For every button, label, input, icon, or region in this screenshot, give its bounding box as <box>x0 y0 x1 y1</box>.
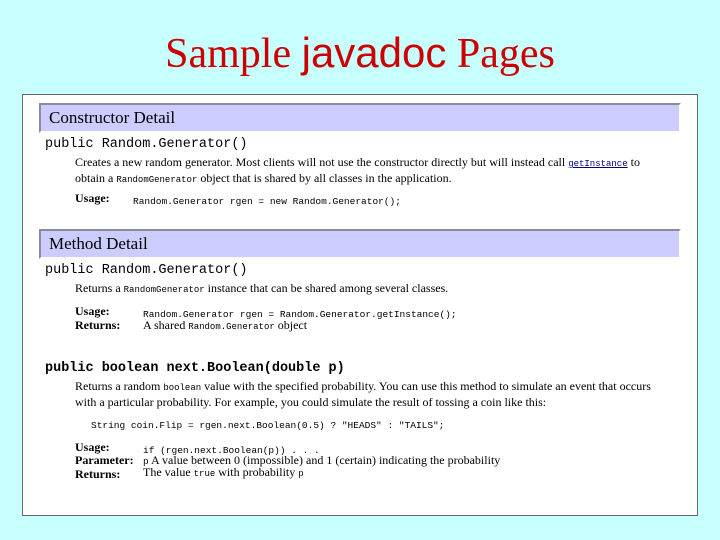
constructor-usage-code-text: Random.Generator rgen = new Random.Generator(); <box>133 196 401 207</box>
title-part3: Pages <box>446 31 555 77</box>
method2-returns-label: Returns: <box>75 467 121 481</box>
method2-desc-text2: value with the specified probability. You can use this method to simulate an event that occurs <box>201 379 651 393</box>
constructor-signature: public Random.Generator() <box>45 137 248 152</box>
title-part2: javadoc <box>301 29 447 76</box>
method1-description <box>75 281 675 297</box>
method1-desc-code: RandomGenerator <box>123 285 205 295</box>
method1-signature: public Random.Generator() <box>45 263 248 278</box>
method2-desc-code: boolean <box>163 383 202 393</box>
page-title <box>0 28 720 79</box>
method2-example <box>91 417 444 433</box>
method2-desc-text: Returns a random <box>75 379 164 393</box>
method2-returns-text2: with probability <box>215 465 299 479</box>
method2-parameter-code: p <box>143 456 149 467</box>
constructor-desc-text: Creates a new random generator. Most clients will not use the constructor directly but will instead call <box>75 155 569 169</box>
method2-desc-text3: with a particular probability. For example, you could simulate the result of tossing a coin like this: <box>75 395 547 409</box>
constructor-detail-header: Constructor Detail <box>39 103 681 133</box>
method1-returns-code: Random.Generator <box>188 322 275 332</box>
method1-usage-code-text: Random.Generator rgen = Random.Generator.getInstance(); <box>143 309 457 320</box>
constructor-desc-text4: object that is shared by all classes in the application. <box>197 171 452 185</box>
method2-usage-label: Usage: <box>75 440 110 454</box>
constructor-desc-text3: obtain a <box>75 171 117 185</box>
method2-returns-code2: p <box>298 469 304 479</box>
method-detail-header: Method Detail <box>39 229 681 259</box>
method2-usage-code-text: if (rgen.next.Boolean(p)) . . . <box>143 445 320 456</box>
method2-returns-text: The value <box>143 465 194 479</box>
javadoc-panel <box>22 94 698 516</box>
method2-example-code: String coin.Flip = rgen.next.Boolean(0.5) ? "HEADS" : "TAILS"; <box>91 420 445 431</box>
constructor-usage-label: Usage: <box>75 191 110 205</box>
method2-description <box>75 379 685 409</box>
getinstance-link[interactable]: getInstance <box>568 159 628 169</box>
method2-parameter-text: A value between 0 (impossible) and 1 (certain) indicating the probability <box>148 453 501 467</box>
title-part1: Sample <box>165 31 302 77</box>
constructor-desc-code: RandomGenerator <box>116 175 198 185</box>
method1-returns-text: A shared <box>143 318 189 332</box>
method2-signature: public boolean next.Boolean(double p) <box>45 361 345 376</box>
method1-returns-text2: object <box>274 318 308 332</box>
method1-desc-text: Returns a <box>75 281 124 295</box>
method1-returns-label: Returns: <box>75 318 121 332</box>
method2-parameter-label: Parameter: <box>75 453 134 467</box>
method1-returns-value <box>143 318 307 334</box>
constructor-description <box>75 155 675 187</box>
constructor-desc-text2: to <box>627 155 640 169</box>
method2-returns-value <box>143 465 304 481</box>
method1-desc-text2: instance that can be shared among several classes. <box>204 281 449 295</box>
method1-usage-label: Usage: <box>75 304 110 318</box>
method2-returns-code1: true <box>193 469 216 479</box>
constructor-usage-code <box>133 193 401 209</box>
